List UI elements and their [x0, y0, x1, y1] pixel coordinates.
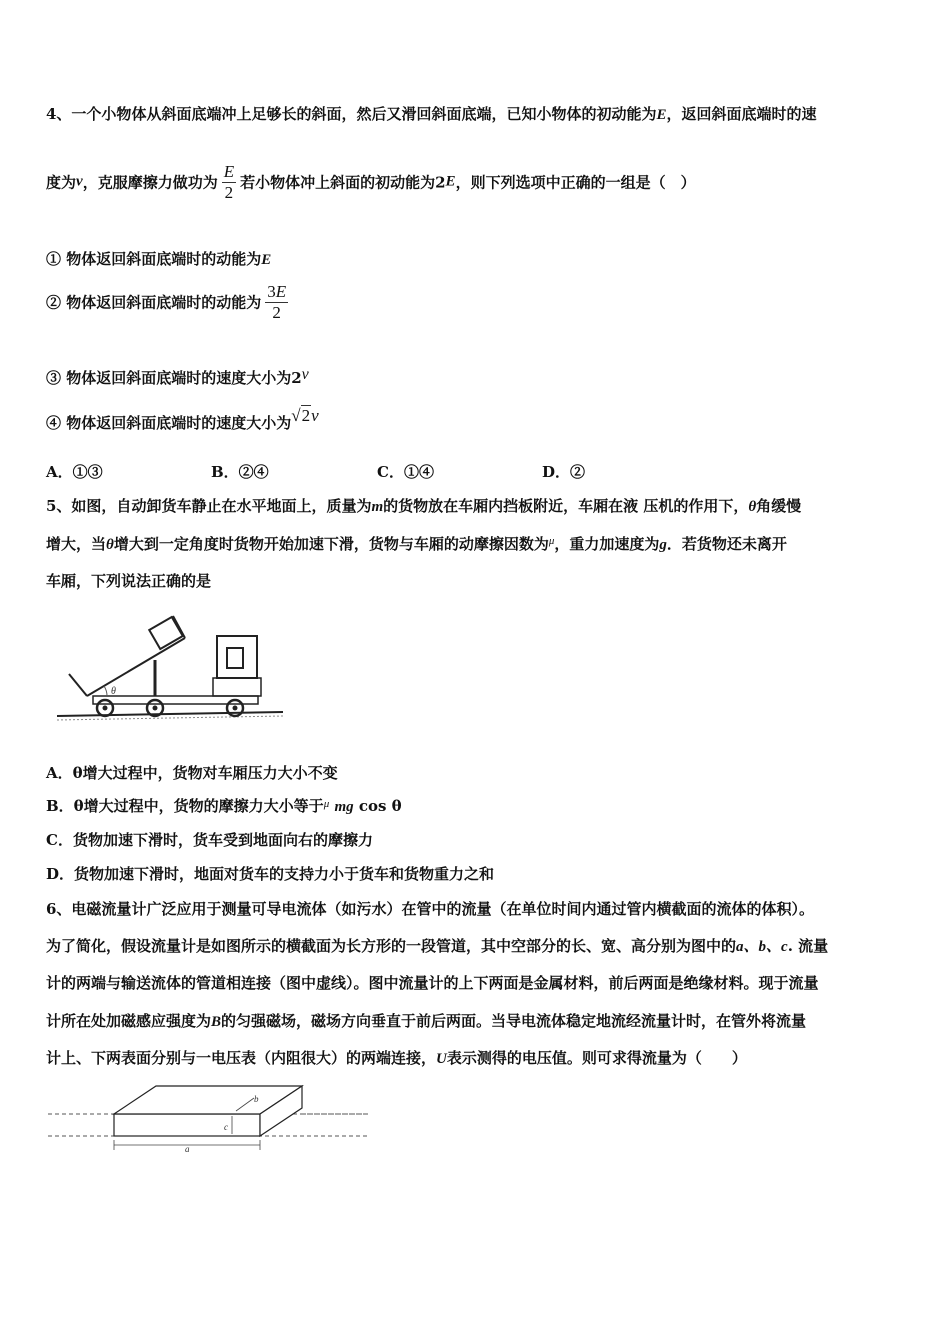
q4-statement-1: ① 物体返回斜面底端时的动能为E	[46, 250, 272, 268]
fraction-E-over-2: $\frac{E}{2}$	[223, 162, 235, 202]
truck-cab	[217, 636, 257, 678]
sqrt-2-v: √2v	[291, 406, 319, 425]
q6-stem-line-4: 计所在处加磁感应强度为B的匀强磁场，磁场方向垂直于前后两面。当导电流体稳定地流经流量计时，在管外将流量	[46, 1012, 807, 1030]
var-theta: θ	[748, 499, 757, 515]
q4-stem-text: 4、一个小物体从斜面底端冲上足够长的斜面，然后又滑回斜面底端，已知小物体的初动能为	[46, 105, 657, 123]
q5-stem-line-3: 车厢，下列说法正确的是	[46, 572, 212, 590]
theta-label: θ	[111, 686, 116, 697]
q4-option-b[interactable]: B．②④	[211, 463, 269, 481]
q4-option-a[interactable]: A．①③	[46, 463, 103, 481]
q6-stem-line-3: 计的两端与输送流体的管道相连接（图中虚线）。图中流量计的上下两面是金属材料，前后两面是绝缘材料。现于流量	[46, 974, 819, 992]
q6-stem-line-5: 计上、下两表面分别与一电压表（内阻很大）的两端连接，U表示测得的电压值。则可求得流量为（ ）	[46, 1049, 747, 1067]
q4-statement-4: ④ 物体返回斜面底端时的速度大小为√2v	[46, 406, 319, 432]
q5-stem-line-1: 5、如图，自动卸货车静止在水平地面上，质量为m的货物放在车厢内挡板附近，车厢在液 压机的作用下，θ角缓慢	[46, 497, 802, 515]
q6-stem-line-1: 6、电磁流量计广泛应用于测量可导电流体（如污水）在管中的流量（在单位时间内通过管内横截面的流体的体积）。	[46, 900, 814, 918]
q5-option-b[interactable]: B．θ增大过程中，货物的摩擦力大小等于$^\mu$ mg cos θ	[46, 797, 402, 815]
q4-statement-2: ② 物体返回斜面底端时的动能为 $\frac{3E}{2}$	[46, 282, 287, 322]
q5-option-d[interactable]: D．货物加速下滑时，地面对货车的支持力小于货车和货物重力之和	[46, 865, 495, 883]
fraction-3E-over-2: $\frac{3E}{2}$	[267, 282, 287, 322]
var-g: g	[659, 537, 667, 553]
label-c: c	[224, 1122, 228, 1132]
tilted-bed	[87, 638, 185, 696]
q4-option-c[interactable]: C．①④	[377, 463, 434, 481]
q4-stem-text-5: 若小物体冲上斜面的初动能为2	[240, 173, 446, 192]
flowmeter-figure	[48, 1078, 373, 1153]
q5-stem-line-2: 增大，当θ增大到一定角度时货物开始加速下滑，货物与车厢的动摩擦因数为$^\mu$，重力加速度为g．若货物还未离开	[46, 535, 787, 553]
q5-option-a[interactable]: A．θ增大过程中，货物对车厢压力大小不变	[46, 764, 338, 782]
tailgate	[69, 674, 87, 696]
q4-stem-text-3: 度为	[46, 173, 77, 192]
var-E-2: E	[445, 173, 456, 190]
q4-stem-text-2: ，返回斜面底端时的速	[666, 105, 817, 123]
var-mu: μ	[548, 535, 555, 547]
q5-option-c[interactable]: C．货物加速下滑时，货车受到地面向右的摩擦力	[46, 831, 373, 849]
dump-truck-figure	[55, 598, 285, 728]
q4-statement-3: ③ 物体返回斜面底端时的速度大小为2v	[46, 366, 309, 387]
ground-hatch	[57, 716, 283, 720]
ground-line	[57, 712, 283, 716]
cab-base	[213, 678, 261, 696]
q6-stem-line-2: 为了简化，假设流量计是如图所示的横截面为长方形的一段管道，其中空部分的长、宽、高分别为图中的a、b、c. 流量	[46, 937, 829, 955]
label-a: a	[185, 1144, 190, 1153]
q4-stem-line-2	[46, 162, 696, 202]
q4-option-d[interactable]: D．②	[542, 463, 586, 481]
box-front-face	[114, 1114, 260, 1136]
label-b: b	[254, 1094, 259, 1104]
cab-window	[227, 648, 243, 668]
q4-stem-line-1	[46, 103, 816, 124]
var-m: m	[371, 499, 384, 515]
var-E: E	[656, 107, 667, 123]
cargo-box	[149, 617, 183, 649]
q4-stem-text-4: ，克服摩擦力做功为	[82, 173, 218, 192]
var-v: v	[76, 173, 83, 190]
q4-stem-text-6: ，则下列选项中正确的一组是（ ）	[455, 173, 696, 192]
